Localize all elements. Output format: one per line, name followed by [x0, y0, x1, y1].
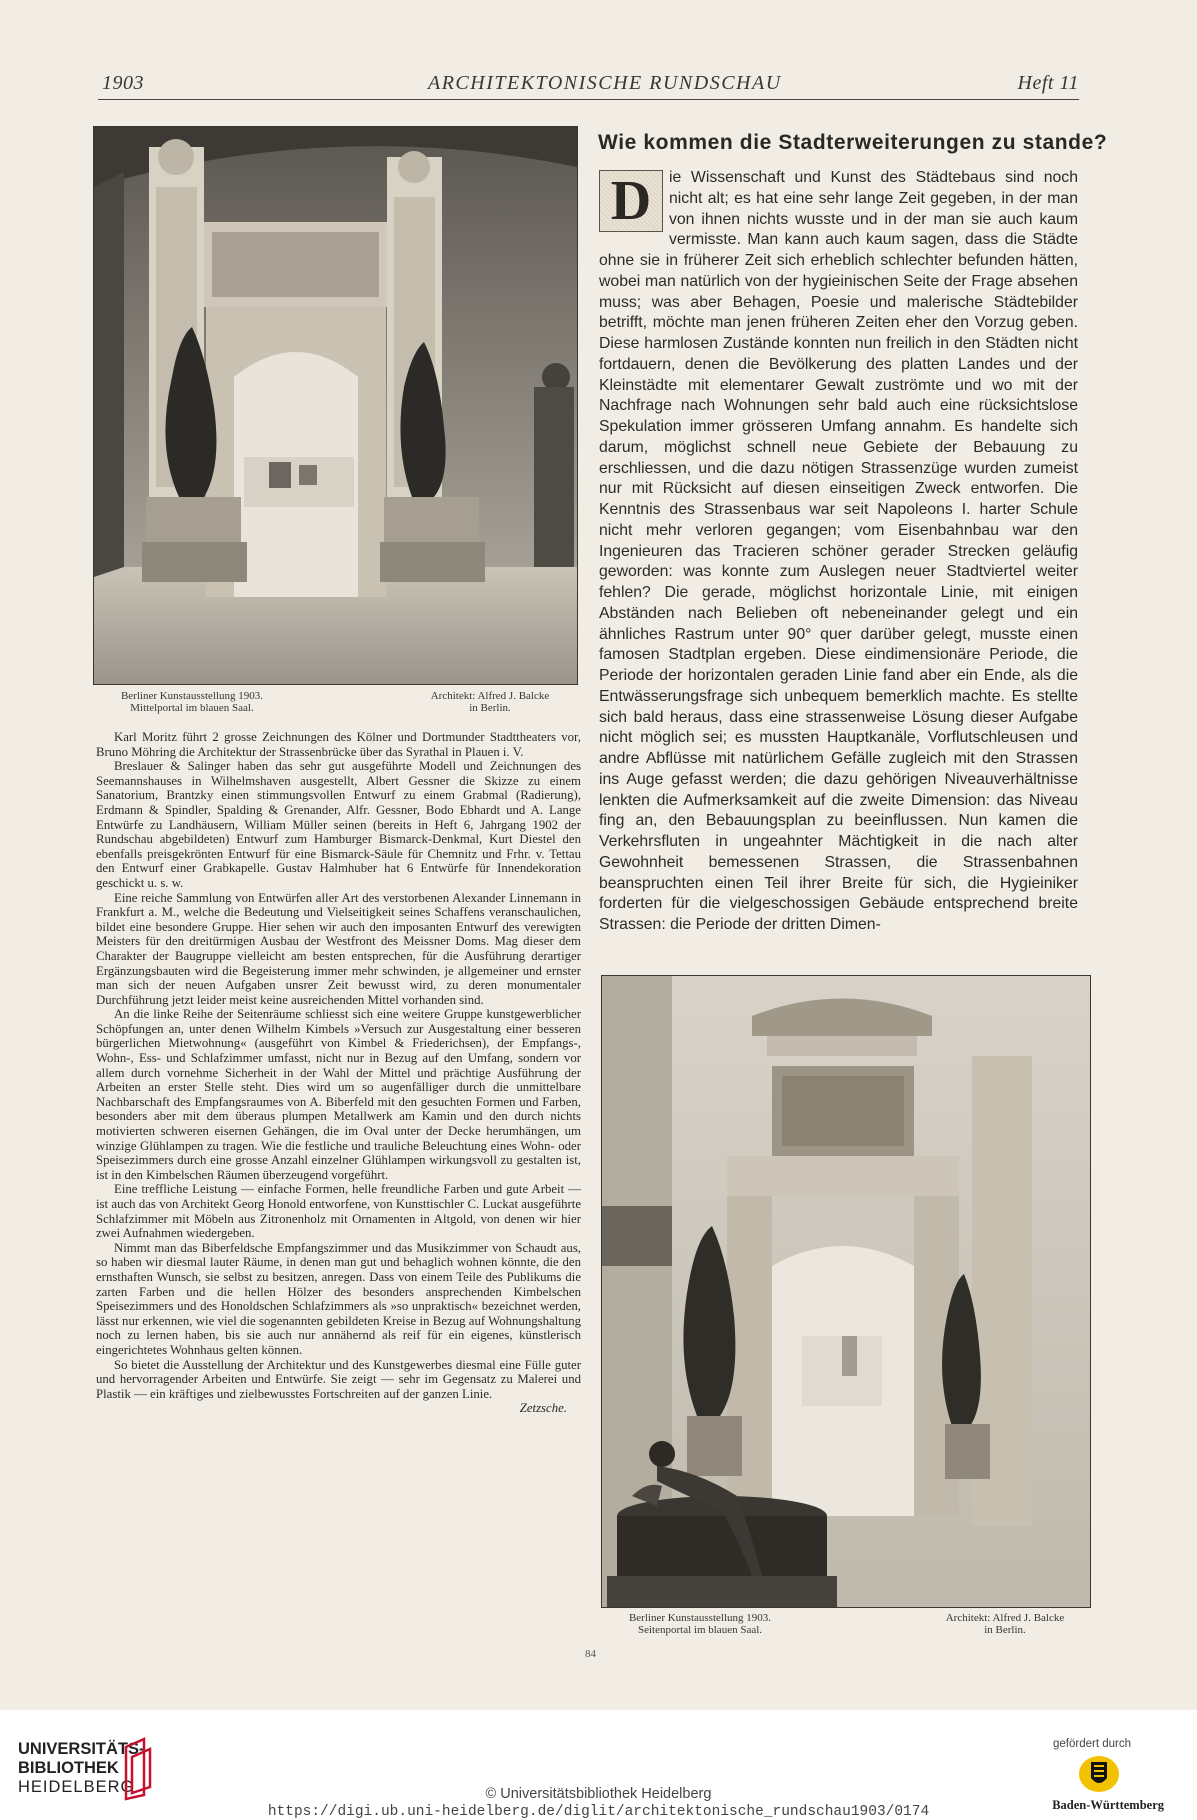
caption-top-right-line2: in Berlin.: [469, 702, 511, 714]
footer-bar: [0, 1710, 1197, 1820]
copyright-notice: © Universitätsbibliothek Heidelberg: [485, 1786, 712, 1802]
caption-bottom-right-line2: in Berlin.: [984, 1624, 1026, 1636]
left-column-text: [96, 730, 581, 1416]
journal-title: ARCHITEKTONISCHE RUNDSCHAU: [428, 72, 782, 94]
caption-top-right: [400, 690, 580, 714]
funded-by-label: gefördert durch: [1053, 1738, 1131, 1750]
article-body: [599, 168, 1078, 936]
page-number: 84: [585, 1648, 596, 1660]
issue-number: Heft 11: [1017, 72, 1079, 94]
coat-of-arms-icon: [1077, 1754, 1121, 1794]
article-paragraph: ie Wissenschaft und Kunst des Städtebaus sind noch nicht alt; es hat eine sehr lange Zeit gegeben, in der man von ihnen nichts wusste und in der man sie auch kaum vermisste. Man kann auch kaum sagen, dass die Städte ohne sie in früherer Zeit sich erheblich schlechter befunden hätten, wobei man natürlich von der hygieinischen Seite der Frage absehen muss; was aber Behagen, Poesie und malerische Städtebilder betrifft, möchte man jenen früheren Zeiten eher den Vorzug geben. Diese harmlosen Zustände konnten nun freilich in den Städten nicht fortdauern, denen die Bevölkerung des platten Landes und der Kleinstädte mit elementarer Gewalt zuströmte und wo mit der Nachfrage nach Wohnungen sehr bald auch eine rücksichtslose Spekulation immer grösseren Umfang annahm. Es handelte sich darum, möglichst schnell neue Gebiete der Bebauung zu erschliessen, und die dazu nötigen Strassenzüge wurden zumeist nur mit Rücksicht auf diesen einseitigen Zweck entworfen. Die Kenntnis des Strassenbaus war seit Napoleons I. harter Schule nicht mehr verloren gegangen; vom Eisenbahnbau war den Ingenieuren das Tracieren schöner gerader Strecken geläufig geworden: was konnte zum Auslegen neuer Stadtviertel weiter fehlen? Die gerade, möglichst horizontale Linie, mit einigen Abständen nach Belieben oft nebeneinander gelegt und ein ähnliches Rastrum unter 90° quer darüber gelegt, musste einen famosen Stadtplan ergeben. Diese eindimensionäre Periode, die Periode der horizontalen geraden Linie fand aber ein Ende, als die Entwässerungsfrage sich unbequem bemerklich machte. Es stellte sich bald heraus, dass eine strassenweise Lösung dieser Aufgabe nicht möglich sei; es mussten Hauptkanäle, Vorflutschleusen und andre Abflüsse mit natürlichem Gefälle zugleich mit den Strassen ins Auge gefasst werden; die dazu gehörigen Niveauverhältnisse lenkten die Aufmerksamkeit auf die zweite Dimension: das Niveau fing an, den Bebauungsplan zu beeinflussen. Nun kamen die Verkehrsfluten in ungeahnter Mächtigkeit in die nach alter Gewohnheit bemessenen Strassen, die Strassenbahnen beanspruchten einen Teil ihrer Breite für sich, die Hygieiniker forderten für die vielgeschossigen Gebäude entsprechend breite Strassen: die Periode der dritten Dimen-: [599, 169, 1078, 933]
header-rule: [98, 99, 1079, 100]
library-logo-line1: UNIVERSITÄTS-: [18, 1740, 145, 1758]
running-head-year: 1903: [102, 72, 144, 94]
caption-bottom-left: [600, 1612, 800, 1636]
left-paragraph: Eine treffliche Leistung — einfache Formen, helle freundliche Farben und gute Arbeit — ist auch das von Architekt Georg Honold entworfene, von Kunsttischler C. Luckat ausgeführte Schlafzimmer mit Möbeln aus Zitronenholz mit Ornamenten in Altgold, von denen wir hier zwei Aufnahmen wiedergeben.: [96, 1182, 581, 1241]
library-logo-line3: HEIDELBERG: [18, 1778, 135, 1796]
left-paragraph: So bietet die Ausstellung der Architektur und des Kunstgewerbes diesmal eine Fülle guter und hervorragender Arbeiten und Entwürfe. Sie zeigt — sehr im Gegensatz zu Malerei und Plastik — ein kräftiges und zielbewusstes Fortschreiten auf der ganzen Linie.: [96, 1357, 581, 1401]
caption-bottom-left-line1: Berliner Kunstausstellung 1903.: [628, 1612, 772, 1624]
left-paragraph: Eine reiche Sammlung von Entwürfen aller Art des verstorbenen Alexander Linnemann in Frankfurt a. M., welche die Bedeutung und Vielseitigkeit seines Schaffens veranschaulichen, bildet eine besondere Gruppe. Hier sehen wir auch den imposanten Entwurf des verewigten Meisters für den dreitürmigen Ausbau der Westfront des Meissner Doms. Mag dieser dem Charakter der Baugruppe vielleicht am besten entsprechen, für die Ausführung derartiger Ergänzungsbauten wird die Begeisterung immer mehr schwinden, je allgemeiner und ernster man sich der neuen Aufgaben unsrer Zeit bewusst wird, zu deren monumentaler Durchführung jetzt leider meist keine ausreichenden Mittel vorhanden sind.: [96, 890, 581, 1007]
left-paragraph: An die linke Reihe der Seitenräume schliesst sich eine weitere Gruppe kunstgewerblicher Schöpfungen an, unter denen Wilhelm Kimbels »Versuch zur Ausgestaltung einer besseren bürgerlichen Mietwohnung« (ausgeführt von Kimbel & Friederichsen), der Empfangs-, Wohn-, Ess- und Schlafzimmer umfasst, nicht nur in Bezug auf den Umfang, sondern vor allem durch vornehme Sicherheit in der Wahl der Mittel und prächtige Ausführung der Arbeiten an erster Stelle steht. Dies wird um so augenfälliger durch die unmittelbare Nachbarschaft des Empfangsraumes von A. Biberfeld mit den gesuchten Formen und Farben, besonders aber mit dem überaus plumpen Metallwerk am Kamin und den durch nichts motivierten schweren eisernen Gehängen, die im Oval unter der Decke herumhängen, um winzige Glühlampen zu tragen. Wie die festliche und trauliche Beleuchtung eines Wohn- oder Speisezimmers durch eine grosse Anzahl einzelner Glühlampen wirkungsvoll zu gestalten ist, ist in den Kimbelschen Räumen überzeugend vorgeführt.: [96, 1007, 581, 1182]
left-paragraph: Nimmt man das Biberfeldsche Empfangszimmer und das Musikzimmer von Schaudt aus, so haben wir diesmal lauter Räume, in denen man gut und behaglich wohnen könnte, die den ernsthaften Wunsch, sie selbst zu besitzen, anregen. Dass von einem Teile des Publikums die zarten Farben und die hellen Hölzer des besonders ansprechenden Kimbelschen Speisezimmers und des Honoldschen Schlafzimmers als »so unpraktisch« bezeichnet werden, lässt nur erkennen, wie viel die sogenannten gebildeten Kreise in Bezug auf Wohnungshaltung noch zu lernen haben, bis sie auch nur annähernd als reif für ein eigenes, künstlerisch eingerichtetes Wohnhaus gelten können.: [96, 1240, 581, 1357]
left-paragraph: Breslauer & Salinger haben das sehr gut ausgeführte Modell und Zeichnungen des Seemannshauses in Wilhelmshaven ausgestellt, Albert Gessner die Skizze zu einem Sanatorium, Brantzky einen stimmungsvollen Entwurf zu einem Grabmal (Radierung), Erdmann & Spindler, Spalding & Grenander, Alfr. Gessner, Bodo Ebhardt und A. Lange Entwürfe zu Landhäusern, William Müller seinen (bereits in Heft 6, Jahrgang 1902 der Rundschau abgebildeten) Entwurf zum Hamburger Bismarck-Denkmal, Kurt Diestel den ebenfalls preisgekrönten Entwurf für eine Bismarck-Säule für Chemnitz und Frhr. v. Tettau den Entwurf einer Grabkapelle. Gustav Halmhuber hat 6 Entwürfe für Innendekoration geschickt u. s. w.: [96, 759, 581, 890]
library-logo-line2: BIBLIOTHEK: [18, 1759, 119, 1777]
author-signature: Zetzsche.: [519, 1401, 567, 1416]
funder-name: Baden-Württemberg: [1052, 1798, 1164, 1812]
photo-side-portal: [601, 975, 1091, 1608]
caption-bottom-right-line1: Architekt: Alfred J. Balcke: [945, 1612, 1065, 1624]
caption-bottom-right: [915, 1612, 1095, 1636]
article-title: Wie kommen die Stadterweiterungen zu stande?: [598, 131, 1108, 154]
caption-bottom-left-line2: Seitenportal im blauen Saal.: [637, 1624, 763, 1636]
running-head: [98, 66, 1079, 96]
caption-top-left-line2: Mittelportal im blauen Saal.: [130, 702, 254, 714]
caption-top-left: [92, 690, 292, 714]
left-paragraph: Karl Moritz führt 2 grosse Zeichnungen des Kölner und Dortmunder Stadttheaters vor, Bruno Möhring die Architektur der Strassenbrücke über das Syrathal in Plauen i. V.: [96, 730, 581, 759]
photo-center-portal: [93, 126, 578, 685]
caption-top-right-line1: Architekt: Alfred J. Balcke: [430, 690, 550, 702]
caption-top-left-line1: Berliner Kunstausstellung 1903.: [120, 690, 264, 702]
drop-cap: [599, 170, 663, 232]
drop-cap-letter: D: [610, 170, 652, 232]
permalink-url[interactable]: https://digi.ub.uni-heidelberg.de/diglit/architektonische_rundschau1903/0174: [267, 1804, 930, 1820]
